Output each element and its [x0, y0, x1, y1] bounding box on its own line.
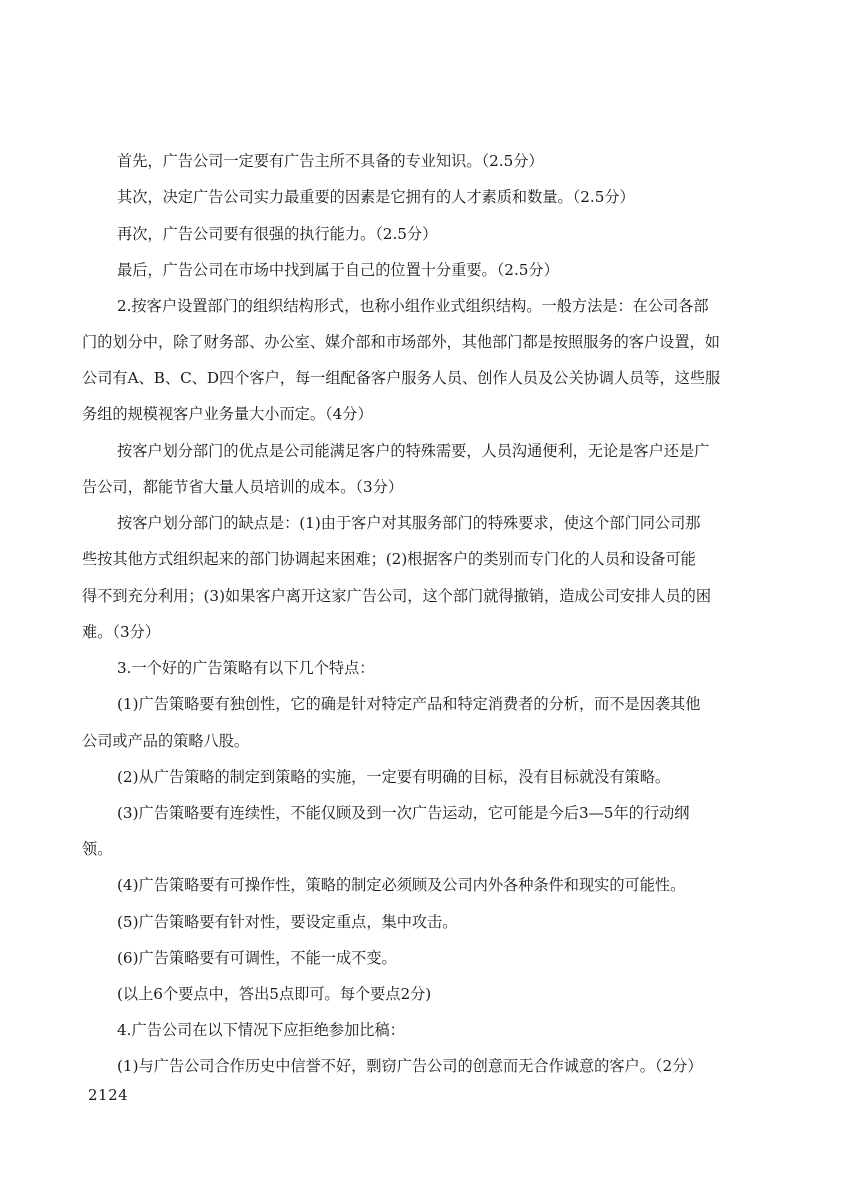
- text-line: 其次，决定广告公司实力最重要的因素是它拥有的人才素质和数量。（2.5分）: [117, 188, 635, 206]
- text-line: 领。: [82, 840, 113, 858]
- text-line: 首先，广告公司一定要有广告主所不具备的专业知识。（2.5分）: [117, 152, 544, 170]
- text-line: (2)从广告策略的制定到策略的实施，一定要有明确的目标，没有目标就没有策略。: [117, 768, 671, 786]
- text-line: 公司或产品的策略八股。: [82, 732, 250, 750]
- text-line: 2.按客户设置部门的组织结构形式，也称小组作业式组织结构。一般方法是：在公司各部: [117, 297, 709, 315]
- text-line: 务组的规模视客户业务量大小而定。（4分）: [82, 405, 373, 423]
- text-line: (4)广告策略要有可操作性，策略的制定必须顾及公司内外各种条件和现实的可能性。: [117, 876, 686, 894]
- text-line: (6)广告策略要有可调性，不能一成不变。: [117, 949, 397, 967]
- text-line: (5)广告策略要有针对性，要设定重点，集中攻击。: [117, 913, 458, 931]
- text-line: 按客户划分部门的缺点是：(1)由于客户对其服务部门的特殊要求，使这个部门同公司那: [117, 514, 701, 532]
- text-line: (3)广告策略要有连续性，不能仅顾及到一次广告运动，它可能是今后3—5年的行动纲: [117, 804, 690, 822]
- text-line: 难。（3分）: [82, 623, 161, 641]
- text-line: 得不到充分利用；(3)如果客户离开这家广告公司，这个部门就得撤销，造成公司安排人员的困: [82, 587, 712, 605]
- text-line: 门的划分中，除了财务部、办公室、媒介部和市场部外，其他部门都是按照服务的客户设置，如: [82, 333, 720, 351]
- text-line: 些按其他方式组织起来的部门协调起来困难；(2)根据客户的类别而专门化的人员和设备可能: [82, 550, 696, 568]
- text-line: 再次，广告公司要有很强的执行能力。（2.5分）: [117, 225, 438, 243]
- text-line: 公司有A、B、C、D四个客户，每一组配备客户服务人员、创作人员及公关协调人员等，这些服: [82, 369, 721, 387]
- text-line: 4.广告公司在以下情况下应拒绝参加比稿：: [117, 1021, 405, 1039]
- page-number: 2124: [88, 1086, 129, 1104]
- text-line: (1)广告策略要有独创性，它的确是针对特定产品和特定消费者的分析，而不是因袭其他: [117, 695, 701, 713]
- text-line: 告公司，都能节省大量人员培训的成本。（3分）: [82, 478, 404, 496]
- text-line: 3.一个好的广告策略有以下几个特点：: [117, 659, 375, 677]
- text-line: (1)与广告公司合作历史中信誉不好，剽窃广告公司的创意而无合作诚意的客户。（2分）: [117, 1057, 703, 1075]
- text-line: 最后，广告公司在市场中找到属于自己的位置十分重要。（2.5分）: [117, 261, 559, 279]
- text-line: 按客户划分部门的优点是公司能满足客户的特殊需要，人员沟通便利，无论是客户还是广: [117, 442, 710, 460]
- text-line: (以上6个要点中，答出5点即可。每个要点2分): [117, 985, 432, 1003]
